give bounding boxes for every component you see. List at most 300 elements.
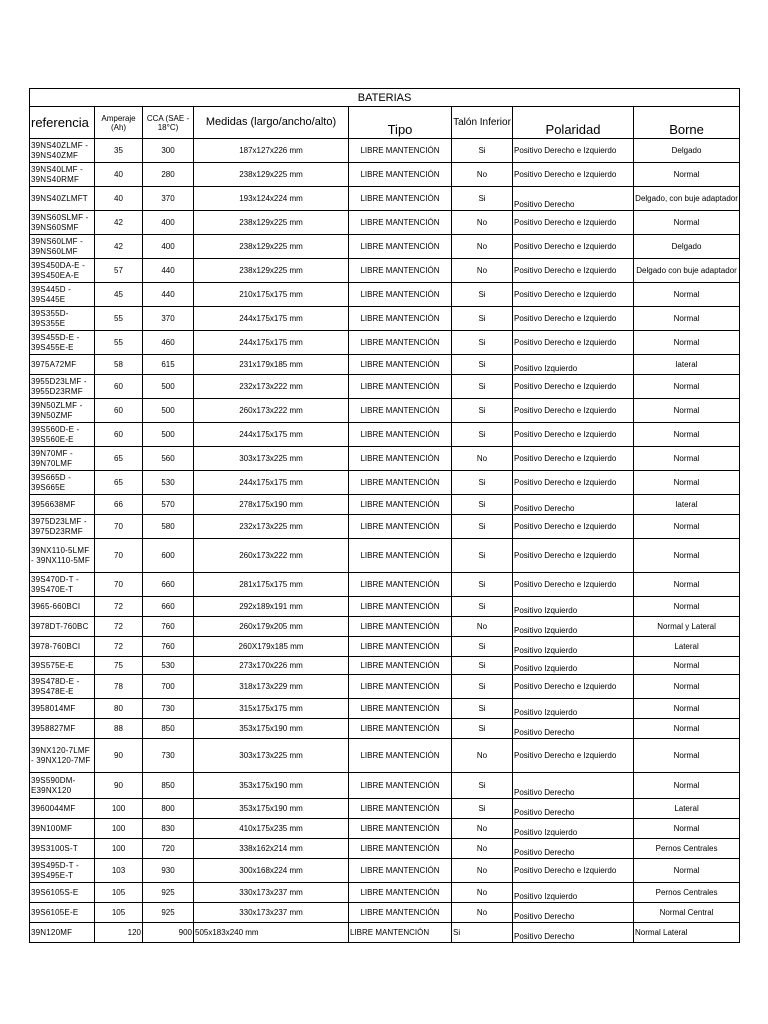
cell-polaridad: Positivo Derecho e Izquierdo <box>513 573 634 597</box>
cell-amperaje: 42 <box>95 211 143 235</box>
cell-amperaje: 103 <box>95 859 143 883</box>
cell-cca: 615 <box>143 355 194 375</box>
cell-cca: 570 <box>143 495 194 515</box>
table-row <box>30 597 740 617</box>
cell-borne: Pernos Centrales <box>634 839 740 859</box>
cell-polaridad: Positivo Derecho e Izquierdo <box>513 211 634 235</box>
cell-tipo: LIBRE MANTENCIÓN <box>349 819 452 839</box>
cell-borne: Normal <box>634 211 740 235</box>
cell-medidas: 238x129x225 mm <box>194 235 349 259</box>
cell-tipo: LIBRE MANTENCIÓN <box>349 883 452 903</box>
cell-borne: Normal <box>634 375 740 399</box>
cell-borne: Normal <box>634 331 740 355</box>
cell-amperaje: 65 <box>95 471 143 495</box>
cell-borne: Normal <box>634 283 740 307</box>
cell-polaridad: Positivo Izquierdo <box>513 355 634 375</box>
cell-tipo: LIBRE MANTENCIÓN <box>349 471 452 495</box>
cell-polaridad: Positivo Derecho e Izquierdo <box>513 139 634 163</box>
cell-amperaje: 55 <box>95 331 143 355</box>
table-row <box>30 739 740 773</box>
cell-tipo: LIBRE MANTENCIÓN <box>349 399 452 423</box>
cell-polaridad: Positivo Derecho e Izquierdo <box>513 539 634 573</box>
cell-referencia: 3975A72MF <box>30 355 95 375</box>
cell-amperaje: 80 <box>95 699 143 719</box>
cell-referencia: 39N50ZLMF - 39N50ZMF <box>30 399 95 423</box>
cell-referencia: 39S560D-E - 39S560E-E <box>30 423 95 447</box>
cell-cca: 370 <box>143 307 194 331</box>
table-row <box>30 903 740 923</box>
cell-cca: 400 <box>143 211 194 235</box>
cell-cca: 760 <box>143 637 194 657</box>
table-row <box>30 307 740 331</box>
cell-borne: Delgado <box>634 235 740 259</box>
cell-borne: lateral <box>634 355 740 375</box>
header-medidas: Medidas (largo/ancho/alto) <box>194 107 349 139</box>
cell-tipo: LIBRE MANTENCIÓN <box>349 719 452 739</box>
cell-polaridad: Positivo Izquierdo <box>513 657 634 675</box>
cell-referencia: 39NS40ZLMF - 39NS40ZMF <box>30 139 95 163</box>
cell-talon: No <box>452 235 513 259</box>
cell-talon: Si <box>452 675 513 699</box>
cell-amperaje: 78 <box>95 675 143 699</box>
cell-amperaje: 90 <box>95 739 143 773</box>
cell-talon: Si <box>452 699 513 719</box>
cell-amperaje: 120 <box>95 923 143 943</box>
cell-amperaje: 60 <box>95 375 143 399</box>
cell-amperaje: 72 <box>95 597 143 617</box>
sheet-title: BATERIAS <box>30 89 740 107</box>
cell-cca: 800 <box>143 799 194 819</box>
cell-polaridad: Positivo Derecho e Izquierdo <box>513 259 634 283</box>
cell-talon: Si <box>452 331 513 355</box>
cell-medidas: 330x173x237 mm <box>194 883 349 903</box>
cell-tipo: LIBRE MANTENCIÓN <box>349 259 452 283</box>
cell-referencia: 39S590DM-E39NX120 <box>30 773 95 799</box>
cell-referencia: 39S6105E-E <box>30 903 95 923</box>
cell-cca: 580 <box>143 515 194 539</box>
cell-referencia: 3975D23LMF - 3975D23RMF <box>30 515 95 539</box>
cell-tipo: LIBRE MANTENCIÓN <box>349 163 452 187</box>
cell-tipo: LIBRE MANTENCIÓN <box>349 923 452 943</box>
cell-talon: No <box>452 617 513 637</box>
cell-referencia: 39S455D-E - 39S455E-E <box>30 331 95 355</box>
table-row <box>30 617 740 637</box>
cell-medidas: 410x175x235 mm <box>194 819 349 839</box>
cell-cca: 700 <box>143 675 194 699</box>
cell-medidas: 238x129x225 mm <box>194 163 349 187</box>
cell-medidas: 281x175x175 mm <box>194 573 349 597</box>
cell-polaridad: Positivo Derecho e Izquierdo <box>513 739 634 773</box>
cell-cca: 720 <box>143 839 194 859</box>
cell-borne: Normal <box>634 399 740 423</box>
cell-talon: Si <box>452 355 513 375</box>
cell-polaridad: Positivo Izquierdo <box>513 883 634 903</box>
cell-polaridad: Positivo Derecho e Izquierdo <box>513 163 634 187</box>
cell-cca: 760 <box>143 617 194 637</box>
table-row <box>30 259 740 283</box>
table-row <box>30 719 740 739</box>
cell-borne: Normal <box>634 539 740 573</box>
cell-talon: No <box>452 211 513 235</box>
cell-medidas: 278x175x190 mm <box>194 495 349 515</box>
cell-polaridad: Positivo Izquierdo <box>513 819 634 839</box>
cell-cca: 460 <box>143 331 194 355</box>
cell-talon: Si <box>452 799 513 819</box>
cell-medidas: 244x175x175 mm <box>194 307 349 331</box>
cell-talon: Si <box>452 923 513 943</box>
cell-tipo: LIBRE MANTENCIÓN <box>349 799 452 819</box>
cell-medidas: 232x173x225 mm <box>194 515 349 539</box>
cell-referencia: 39S575E-E <box>30 657 95 675</box>
cell-cca: 930 <box>143 859 194 883</box>
cell-medidas: 238x129x225 mm <box>194 259 349 283</box>
cell-polaridad: Positivo Derecho <box>513 773 634 799</box>
table-row <box>30 923 740 943</box>
cell-medidas: 315x175x175 mm <box>194 699 349 719</box>
cell-tipo: LIBRE MANTENCIÓN <box>349 657 452 675</box>
cell-medidas: 303x173x225 mm <box>194 739 349 773</box>
table-row <box>30 839 740 859</box>
cell-borne: Delgado con buje adaptador <box>634 259 740 283</box>
cell-medidas: 353x175x190 mm <box>194 799 349 819</box>
cell-cca: 600 <box>143 539 194 573</box>
table-row <box>30 515 740 539</box>
cell-tipo: LIBRE MANTENCIÓN <box>349 773 452 799</box>
cell-cca: 660 <box>143 597 194 617</box>
cell-referencia: 39N100MF <box>30 819 95 839</box>
table-row <box>30 495 740 515</box>
cell-talon: No <box>452 259 513 283</box>
cell-tipo: LIBRE MANTENCIÓN <box>349 187 452 211</box>
cell-medidas: 210x175x175 mm <box>194 283 349 307</box>
cell-talon: Si <box>452 139 513 163</box>
cell-medidas: 232x173x222 mm <box>194 375 349 399</box>
cell-polaridad: Positivo Derecho <box>513 923 634 943</box>
battery-spec-sheet <box>29 88 739 943</box>
cell-polaridad: Positivo Derecho e Izquierdo <box>513 447 634 471</box>
cell-referencia: 39N70MF - 39N70LMF <box>30 447 95 471</box>
table-row <box>30 187 740 211</box>
cell-referencia: 3958014MF <box>30 699 95 719</box>
cell-cca: 850 <box>143 773 194 799</box>
cell-polaridad: Positivo Izquierdo <box>513 699 634 719</box>
cell-tipo: LIBRE MANTENCIÓN <box>349 447 452 471</box>
cell-tipo: LIBRE MANTENCIÓN <box>349 139 452 163</box>
table-row <box>30 331 740 355</box>
table-row <box>30 819 740 839</box>
cell-referencia: 3978DT-760BC <box>30 617 95 637</box>
cell-borne: Normal Lateral <box>634 923 740 943</box>
header-referencia: referencia <box>30 107 95 139</box>
cell-cca: 400 <box>143 235 194 259</box>
cell-amperaje: 72 <box>95 637 143 657</box>
cell-polaridad: Positivo Derecho <box>513 903 634 923</box>
cell-medidas: 330x173x237 mm <box>194 903 349 923</box>
cell-cca: 440 <box>143 259 194 283</box>
table-row <box>30 573 740 597</box>
table-row <box>30 539 740 573</box>
cell-medidas: 244x175x175 mm <box>194 331 349 355</box>
cell-borne: Normal <box>634 719 740 739</box>
cell-amperaje: 65 <box>95 447 143 471</box>
cell-polaridad: Positivo Izquierdo <box>513 637 634 657</box>
cell-talon: Si <box>452 495 513 515</box>
cell-polaridad: Positivo Izquierdo <box>513 617 634 637</box>
cell-medidas: 260x173x222 mm <box>194 539 349 573</box>
cell-talon: Si <box>452 515 513 539</box>
cell-talon: Si <box>452 187 513 211</box>
cell-referencia: 39S450DA-E - 39S450EA-E <box>30 259 95 283</box>
cell-tipo: LIBRE MANTENCIÓN <box>349 331 452 355</box>
table-row <box>30 883 740 903</box>
table-row <box>30 399 740 423</box>
cell-medidas: 292x189x191 mm <box>194 597 349 617</box>
cell-talon: No <box>452 859 513 883</box>
cell-talon: Si <box>452 283 513 307</box>
cell-talon: No <box>452 739 513 773</box>
cell-borne: Normal <box>634 859 740 883</box>
cell-tipo: LIBRE MANTENCIÓN <box>349 423 452 447</box>
cell-referencia: 39S445D - 39S445E <box>30 283 95 307</box>
cell-cca: 900 <box>143 923 194 943</box>
cell-referencia: 3956638MF <box>30 495 95 515</box>
cell-polaridad: Positivo Derecho e Izquierdo <box>513 675 634 699</box>
cell-amperaje: 70 <box>95 573 143 597</box>
cell-amperaje: 40 <box>95 163 143 187</box>
cell-cca: 280 <box>143 163 194 187</box>
cell-amperaje: 60 <box>95 423 143 447</box>
cell-cca: 500 <box>143 399 194 423</box>
cell-medidas: 505x183x240 mm <box>194 923 349 943</box>
cell-referencia: 39NX110-5LMF - 39NX110-5MF <box>30 539 95 573</box>
cell-borne: Delgado <box>634 139 740 163</box>
cell-cca: 925 <box>143 883 194 903</box>
cell-amperaje: 100 <box>95 839 143 859</box>
cell-talon: Si <box>452 657 513 675</box>
cell-medidas: 187x127x226 mm <box>194 139 349 163</box>
cell-polaridad: Positivo Derecho <box>513 719 634 739</box>
cell-amperaje: 105 <box>95 883 143 903</box>
cell-referencia: 39S3100S-T <box>30 839 95 859</box>
cell-referencia: 39NS60LMF - 39NS60LMF <box>30 235 95 259</box>
cell-medidas: 238x129x225 mm <box>194 211 349 235</box>
cell-borne: Normal <box>634 675 740 699</box>
cell-talon: No <box>452 163 513 187</box>
cell-medidas: 244x175x175 mm <box>194 423 349 447</box>
header-talon: Talón Inferior <box>452 107 513 139</box>
cell-medidas: 300x168x224 mm <box>194 859 349 883</box>
cell-borne: Delgado, con buje adaptador <box>634 187 740 211</box>
cell-talon: Si <box>452 597 513 617</box>
cell-tipo: LIBRE MANTENCIÓN <box>349 859 452 883</box>
cell-borne: Normal <box>634 163 740 187</box>
cell-tipo: LIBRE MANTENCIÓN <box>349 307 452 331</box>
cell-cca: 730 <box>143 699 194 719</box>
cell-polaridad: Positivo Derecho e Izquierdo <box>513 307 634 331</box>
cell-referencia: 39S470D-T - 39S470E-T <box>30 573 95 597</box>
cell-medidas: 273x170x226 mm <box>194 657 349 675</box>
cell-borne: Normal <box>634 515 740 539</box>
cell-talon: No <box>452 883 513 903</box>
cell-cca: 925 <box>143 903 194 923</box>
cell-polaridad: Positivo Derecho e Izquierdo <box>513 399 634 423</box>
cell-medidas: 231x179x185 mm <box>194 355 349 375</box>
cell-polaridad: Positivo Derecho e Izquierdo <box>513 471 634 495</box>
table-row <box>30 799 740 819</box>
cell-borne: Normal <box>634 699 740 719</box>
table-row <box>30 211 740 235</box>
cell-tipo: LIBRE MANTENCIÓN <box>349 375 452 399</box>
cell-borne: Lateral <box>634 799 740 819</box>
table-row <box>30 699 740 719</box>
cell-tipo: LIBRE MANTENCIÓN <box>349 617 452 637</box>
cell-referencia: 39S355D- 39S355E <box>30 307 95 331</box>
cell-tipo: LIBRE MANTENCIÓN <box>349 699 452 719</box>
cell-tipo: LIBRE MANTENCIÓN <box>349 515 452 539</box>
cell-tipo: LIBRE MANTENCIÓN <box>349 573 452 597</box>
cell-medidas: 303x173x225 mm <box>194 447 349 471</box>
table-row <box>30 471 740 495</box>
cell-referencia: 3965-660BCI <box>30 597 95 617</box>
cell-referencia: 39S6105S-E <box>30 883 95 903</box>
cell-talon: Si <box>452 573 513 597</box>
cell-tipo: LIBRE MANTENCIÓN <box>349 739 452 773</box>
cell-tipo: LIBRE MANTENCIÓN <box>349 597 452 617</box>
cell-tipo: LIBRE MANTENCIÓN <box>349 637 452 657</box>
cell-cca: 300 <box>143 139 194 163</box>
cell-polaridad: Positivo Derecho e Izquierdo <box>513 375 634 399</box>
cell-referencia: 39NS60SLMF - 39NS60SMF <box>30 211 95 235</box>
cell-referencia: 39NS40ZLMFT <box>30 187 95 211</box>
battery-table <box>29 88 740 943</box>
cell-medidas: 318x173x229 mm <box>194 675 349 699</box>
cell-tipo: LIBRE MANTENCIÓN <box>349 283 452 307</box>
header-row <box>30 107 740 139</box>
cell-borne: Pernos Centrales <box>634 883 740 903</box>
cell-borne: Normal <box>634 471 740 495</box>
cell-polaridad: Positivo Derecho e Izquierdo <box>513 283 634 307</box>
cell-amperaje: 70 <box>95 539 143 573</box>
cell-amperaje: 57 <box>95 259 143 283</box>
cell-amperaje: 88 <box>95 719 143 739</box>
cell-amperaje: 40 <box>95 187 143 211</box>
cell-talon: No <box>452 819 513 839</box>
cell-talon: No <box>452 839 513 859</box>
cell-borne: Normal <box>634 307 740 331</box>
cell-borne: Normal <box>634 739 740 773</box>
cell-borne: Normal <box>634 573 740 597</box>
cell-amperaje: 45 <box>95 283 143 307</box>
cell-amperaje: 66 <box>95 495 143 515</box>
table-row <box>30 375 740 399</box>
cell-cca: 440 <box>143 283 194 307</box>
cell-polaridad: Positivo Derecho <box>513 187 634 211</box>
table-row <box>30 637 740 657</box>
cell-amperaje: 105 <box>95 903 143 923</box>
cell-referencia: 3960044MF <box>30 799 95 819</box>
table-row <box>30 283 740 307</box>
cell-cca: 660 <box>143 573 194 597</box>
cell-medidas: 338x162x214 mm <box>194 839 349 859</box>
cell-amperaje: 72 <box>95 617 143 637</box>
cell-borne: lateral <box>634 495 740 515</box>
cell-cca: 850 <box>143 719 194 739</box>
cell-medidas: 193x124x224 mm <box>194 187 349 211</box>
cell-borne: Normal y Lateral <box>634 617 740 637</box>
cell-borne: Normal <box>634 773 740 799</box>
cell-talon: Si <box>452 719 513 739</box>
cell-tipo: LIBRE MANTENCIÓN <box>349 903 452 923</box>
cell-amperaje: 42 <box>95 235 143 259</box>
cell-referencia: 39NS40LMF - 39NS40RMF <box>30 163 95 187</box>
cell-borne: Normal <box>634 657 740 675</box>
cell-cca: 530 <box>143 657 194 675</box>
table-row <box>30 355 740 375</box>
cell-referencia: 39S478D-E - 39S478E-E <box>30 675 95 699</box>
cell-medidas: 353x175x190 mm <box>194 719 349 739</box>
cell-polaridad: Positivo Derecho e Izquierdo <box>513 235 634 259</box>
cell-talon: Si <box>452 773 513 799</box>
table-row <box>30 139 740 163</box>
cell-borne: Normal <box>634 597 740 617</box>
cell-borne: Normal <box>634 447 740 471</box>
cell-talon: Si <box>452 423 513 447</box>
cell-polaridad: Positivo Derecho <box>513 839 634 859</box>
cell-tipo: LIBRE MANTENCIÓN <box>349 235 452 259</box>
table-row <box>30 423 740 447</box>
cell-amperaje: 100 <box>95 799 143 819</box>
cell-amperaje: 60 <box>95 399 143 423</box>
cell-polaridad: Positivo Derecho e Izquierdo <box>513 515 634 539</box>
cell-amperaje: 70 <box>95 515 143 539</box>
cell-borne: Normal <box>634 819 740 839</box>
cell-polaridad: Positivo Derecho <box>513 495 634 515</box>
cell-borne: Normal <box>634 423 740 447</box>
header-amperaje: Amperaje (Ah) <box>95 107 143 139</box>
cell-polaridad: Positivo Derecho e Izquierdo <box>513 859 634 883</box>
cell-cca: 530 <box>143 471 194 495</box>
table-row <box>30 447 740 471</box>
cell-amperaje: 58 <box>95 355 143 375</box>
cell-medidas: 260x179x205 mm <box>194 617 349 637</box>
cell-medidas: 244x175x175 mm <box>194 471 349 495</box>
table-row <box>30 773 740 799</box>
cell-polaridad: Positivo Derecho e Izquierdo <box>513 331 634 355</box>
table-row <box>30 657 740 675</box>
cell-talon: Si <box>452 375 513 399</box>
cell-borne: Normal Central <box>634 903 740 923</box>
cell-borne: Lateral <box>634 637 740 657</box>
cell-amperaje: 75 <box>95 657 143 675</box>
cell-cca: 730 <box>143 739 194 773</box>
cell-amperaje: 35 <box>95 139 143 163</box>
table-row <box>30 235 740 259</box>
cell-referencia: 3978-760BCI <box>30 637 95 657</box>
header-borne: Borne <box>634 107 740 139</box>
cell-medidas: 353x175x190 mm <box>194 773 349 799</box>
cell-tipo: LIBRE MANTENCIÓN <box>349 495 452 515</box>
header-cca: CCA (SAE - 18°C) <box>143 107 194 139</box>
cell-talon: Si <box>452 399 513 423</box>
cell-polaridad: Positivo Derecho e Izquierdo <box>513 423 634 447</box>
cell-referencia: 3958827MF <box>30 719 95 739</box>
cell-referencia: 39NX120-7LMF - 39NX120-7MF <box>30 739 95 773</box>
cell-referencia: 3955D23LMF - 3955D23RMF <box>30 375 95 399</box>
cell-cca: 370 <box>143 187 194 211</box>
cell-amperaje: 100 <box>95 819 143 839</box>
cell-talon: No <box>452 903 513 923</box>
table-row <box>30 675 740 699</box>
